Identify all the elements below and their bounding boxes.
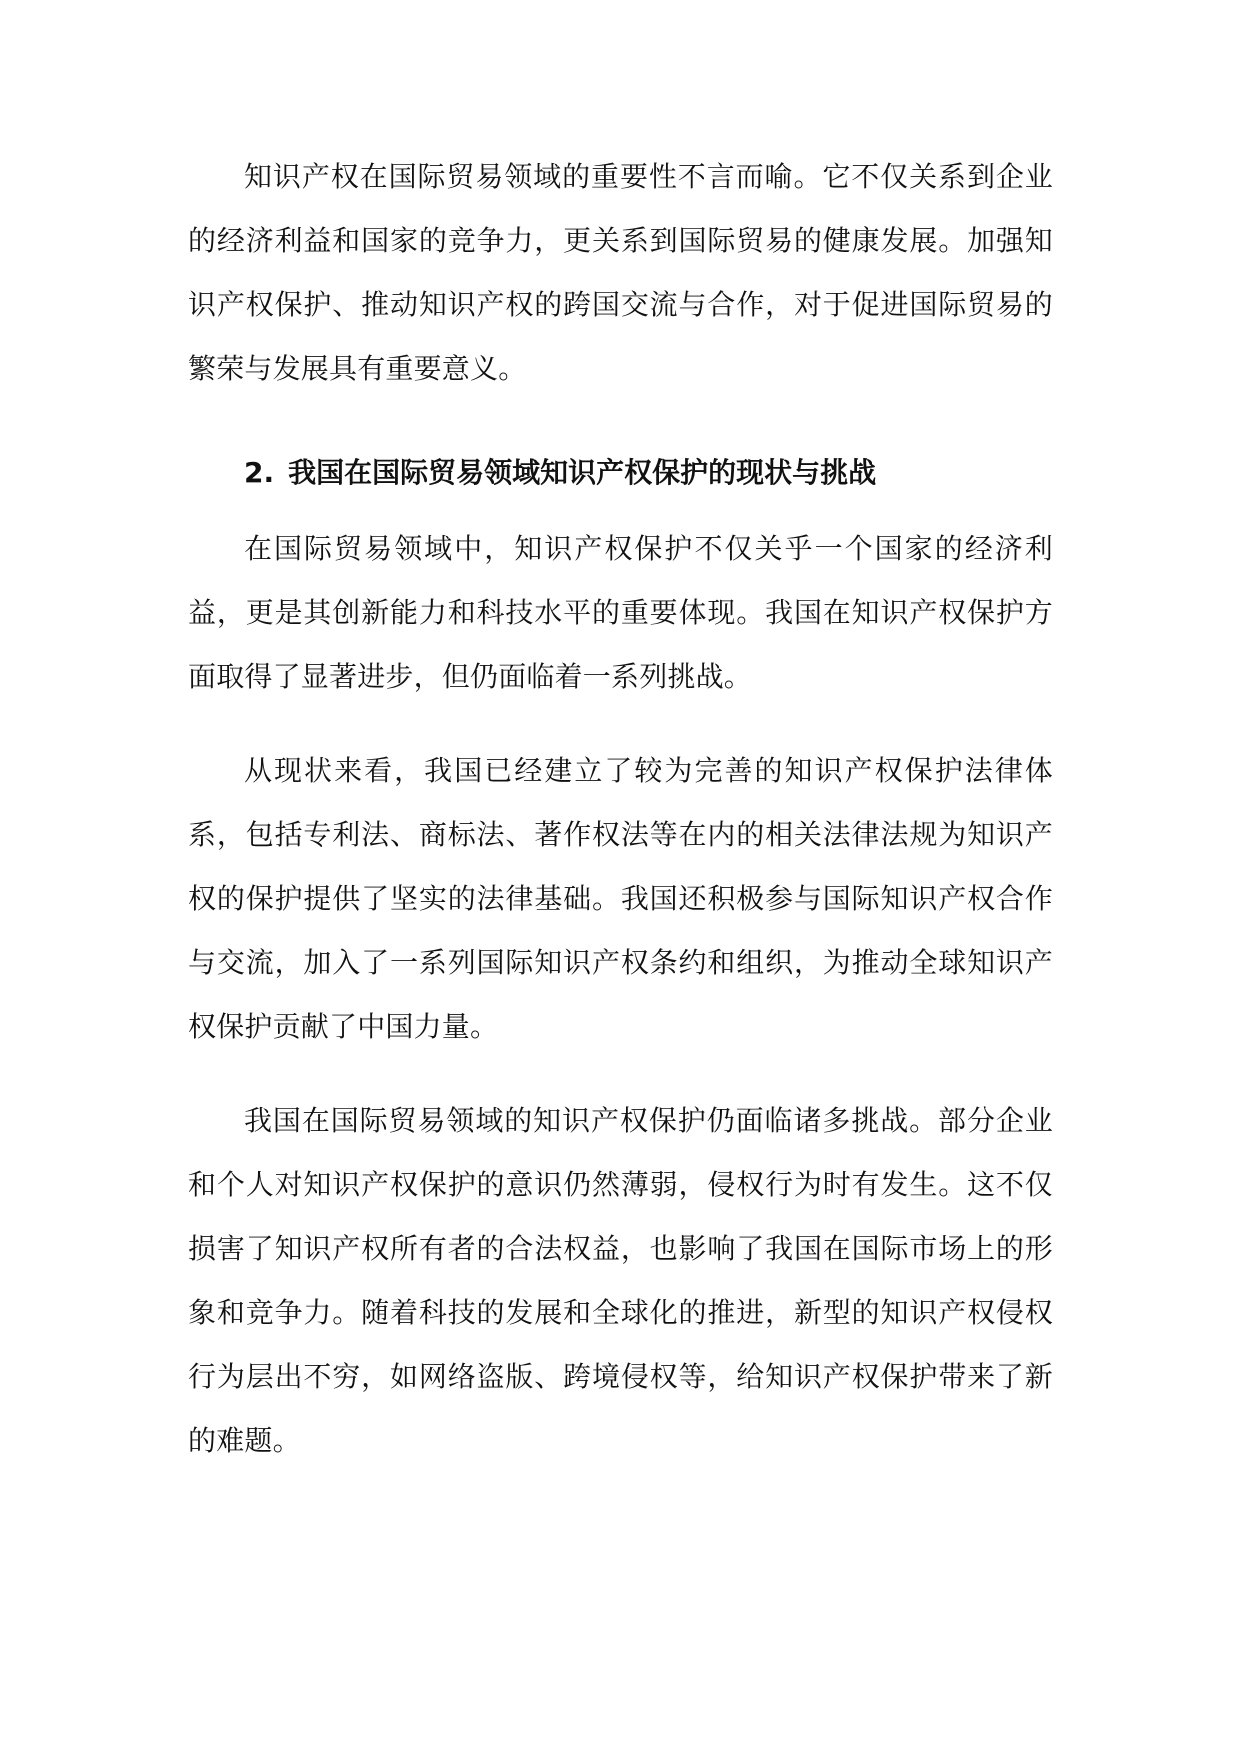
section-number: 2. xyxy=(244,456,275,489)
section-title: 我国在国际贸易领域知识产权保护的现状与挑战 xyxy=(288,456,877,489)
paragraph: 在国际贸易领域中，知识产权保护不仅关乎一个国家的经济利益，更是其创新能力和科技水平的重要体现。我国在知识产权保护方面取得了显著进步，但仍面临着一系列挑战。 xyxy=(188,532,1053,693)
document-body xyxy=(188,145,1053,1503)
paragraph: 我国在国际贸易领域的知识产权保护仍面临诸多挑战。部分企业和个人对知识产权保护的意识仍然薄弱，侵权行为时有发生。这不仅损害了知识产权所有者的合法权益，也影响了我国在国际市场上的形象和竞争力。随着科技的发展和全球化的推进，新型的知识产权侵权行为层出不穷，如网络盗版、跨境侵权等，给知识产权保护带来了新的难题。 xyxy=(188,1104,1053,1457)
paragraph: 从现状来看，我国已经建立了较为完善的知识产权保护法律体系，包括专利法、商标法、著作权法等在内的相关法律法规为知识产权的保护提供了坚实的法律基础。我国还积极参与国际知识产权合作与交流，加入了一系列国际知识产权条约和组织，为推动全球知识产权保护贡献了中国力量。 xyxy=(188,754,1053,1043)
paragraph: 知识产权在国际贸易领域的重要性不言而喻。它不仅关系到企业的经济利益和国家的竞争力，更关系到国际贸易的健康发展。加强知识产权保护、推动知识产权的跨国交流与合作，对于促进国际贸易的繁荣与发展具有重要意义。 xyxy=(188,160,1053,385)
section-heading xyxy=(188,441,1053,505)
